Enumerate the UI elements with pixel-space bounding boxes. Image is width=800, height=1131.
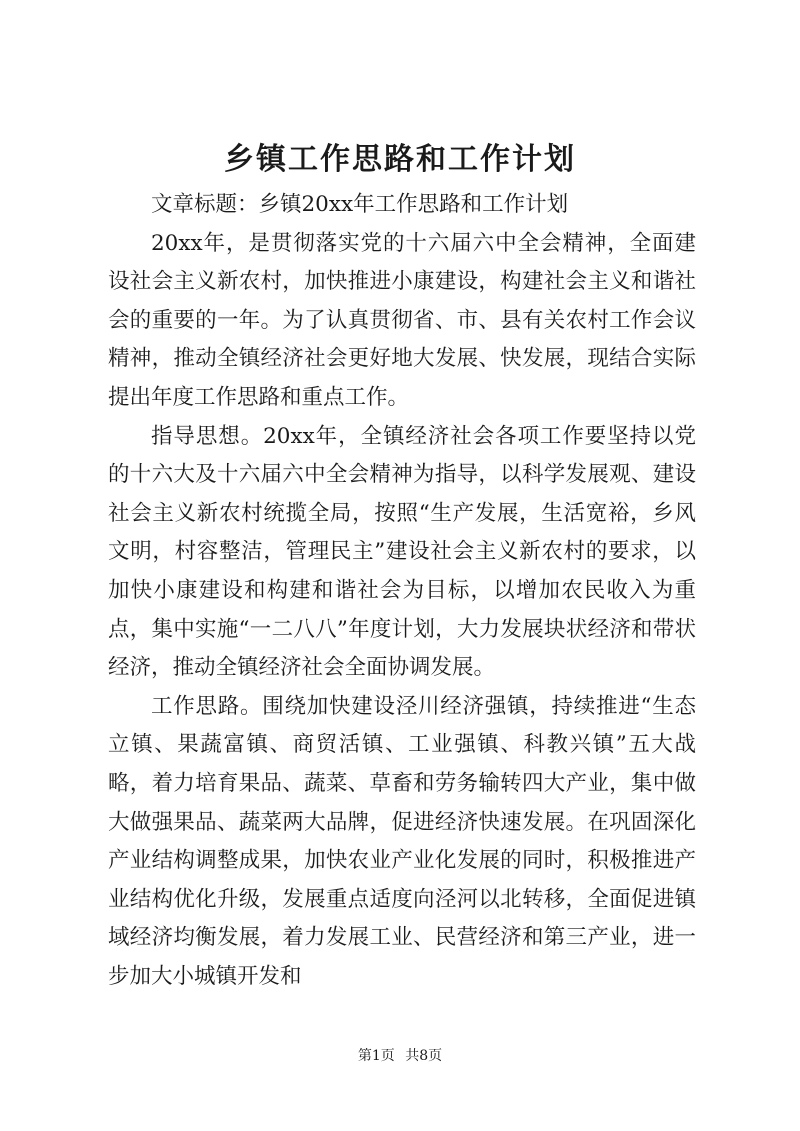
work-ideas-paragraph: 工作思路。围绕加快建设泾川经济强镇，持续推进“生态立镇、果蔬富镇、商贸活镇、工业强镇、科教兴镇”五大战略，着力培育果品、蔬菜、草畜和劳务输转四大产业，集中做大做强果品、蔬菜两大品牌，促进经济快速发展。在巩固深化产业结构调整成果，加快农业产业化发展的同时，积极推进产业结构优化升级，发展重点适度向泾河以北转移，全面促进镇域经济均衡发展，着力发展工业、民营经济和第三产业，进一步加大小城镇开发和 [108,693,696,989]
page-total: 共8页 [405,1048,443,1064]
article-title-line: 文章标题：乡镇20xx年工作思路和工作计划 [151,192,569,217]
guiding-ideology-paragraph: 指导思想。20xx年，全镇经济社会各项工作要坚持以党的十六大及十六届六中全会精神为指导，以科学发展观、建设社会主义新农村统揽全局，按照“生产发展，生活宽裕，乡风文明，村容整洁，管理民主”建设社会主义新农村的要求，以加快小康建设和构建和谐社会为目标，以增加农民收入为重点，集中实施“一二八八”年度计划，大力发展块状经济和带状经济，推动全镇经济社会全面协调发展。 [108,423,696,681]
document-title: 乡镇工作思路和工作计划 [224,142,576,177]
document-body [108,186,696,996]
page-number: 第1页 [357,1048,395,1064]
intro-paragraph: 20xx年，是贯彻落实党的十六届六中全会精神，全面建设社会主义新农村，加快推进小康建设，构建社会主义和谐社会的重要的一年。为了认真贯彻省、市、县有关农村工作会议精神，推动全镇经济社会更好地大发展、快发展，现结合实际提出年度工作思路和重点工作。 [108,230,696,410]
page-footer [0,1046,800,1066]
